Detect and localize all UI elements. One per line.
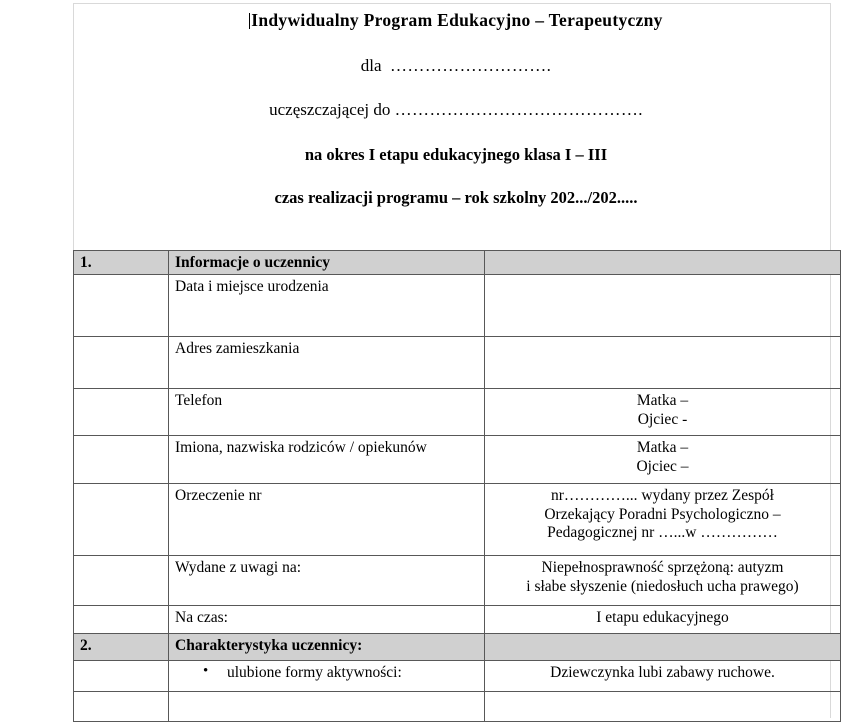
document-title-block	[73, 3, 839, 248]
row-value-line: Orzekający Poradni Psychologiczno –	[544, 505, 781, 523]
section-title: Charakterystyka uczennicy:	[169, 634, 485, 661]
ipet-table-body	[74, 251, 841, 722]
table-row	[74, 436, 841, 484]
document-title-text: Indywidualny Program Edukacyjno – Terapeutyczny	[251, 10, 663, 30]
row-number	[74, 484, 169, 556]
row-value-line: Matka –	[636, 392, 689, 410]
table-row	[74, 484, 841, 556]
table-row	[74, 275, 841, 337]
title-attending-dots: …………………………………….	[394, 100, 643, 119]
table-row	[74, 661, 841, 692]
section-number: 2.	[74, 634, 169, 661]
row-value	[485, 484, 841, 556]
ipet-table	[73, 250, 841, 722]
title-schoolyear-line: czas realizacji programu – rok szkolny 202.../202.....	[274, 188, 638, 207]
row-number	[74, 436, 169, 484]
row-value	[485, 275, 841, 337]
row-value-line: Ojciec -	[637, 410, 688, 428]
row-number	[74, 389, 169, 436]
bullet-list-item: • ulubione formy aktywności:	[175, 664, 478, 682]
row-value	[485, 661, 841, 692]
row-label	[169, 692, 485, 722]
row-value-line: Matka –	[636, 439, 689, 457]
row-label: Wydane z uwagi na:	[169, 556, 485, 606]
table-row-partial	[74, 692, 841, 722]
section-value	[485, 251, 841, 275]
table-row	[74, 389, 841, 436]
section-value	[485, 634, 841, 661]
document-title-line	[73, 11, 839, 30]
row-label	[169, 661, 485, 692]
title-attending-line	[73, 101, 839, 120]
row-value	[485, 337, 841, 389]
title-for-line	[73, 57, 839, 76]
row-number	[74, 606, 169, 634]
row-value-line: i słabe słyszenie (niedosłuch ucha prawego)	[526, 577, 799, 595]
row-value-line: Dziewczynka lubi zabawy ruchowe.	[550, 664, 775, 682]
section-title: Informacje o uczennicy	[169, 251, 485, 275]
row-value-line: nr…………... wydany przez Zespół	[551, 487, 774, 505]
row-label: Na czas:	[169, 606, 485, 634]
table-row-section	[74, 251, 841, 275]
section-number: 1.	[74, 251, 169, 275]
row-label: Adres zamieszkania	[169, 337, 485, 389]
row-value	[485, 606, 841, 634]
row-label: Imiona, nazwiska rodziców / opiekunów	[169, 436, 485, 484]
title-for-label: dla	[360, 56, 382, 75]
row-value-line: Niepełnosprawność sprzężoną: autyzm	[541, 559, 784, 577]
row-value-line: I etapu edukacyjnego	[596, 609, 729, 627]
row-label: Orzeczenie nr	[169, 484, 485, 556]
row-value	[485, 436, 841, 484]
table-row	[74, 337, 841, 389]
row-number	[74, 556, 169, 606]
row-number	[74, 661, 169, 692]
title-attending-label: uczęszczającej do	[269, 100, 391, 119]
title-stage-line: na okres I etapu edukacyjnego klasa I – III	[304, 145, 608, 164]
row-value-line: Pedagogicznej nr …...w ……………	[547, 523, 778, 541]
row-value-line: Ojciec –	[636, 457, 689, 475]
title-for-dots: ……………………….	[390, 56, 552, 75]
table-row	[74, 556, 841, 606]
table-row	[74, 606, 841, 634]
row-number	[74, 275, 169, 337]
row-value	[485, 389, 841, 436]
row-label: Data i miejsce urodzenia	[169, 275, 485, 337]
row-number	[74, 337, 169, 389]
row-value	[485, 692, 841, 722]
table-row-section	[74, 634, 841, 661]
row-label: Telefon	[169, 389, 485, 436]
row-value	[485, 556, 841, 606]
row-number	[74, 692, 169, 722]
